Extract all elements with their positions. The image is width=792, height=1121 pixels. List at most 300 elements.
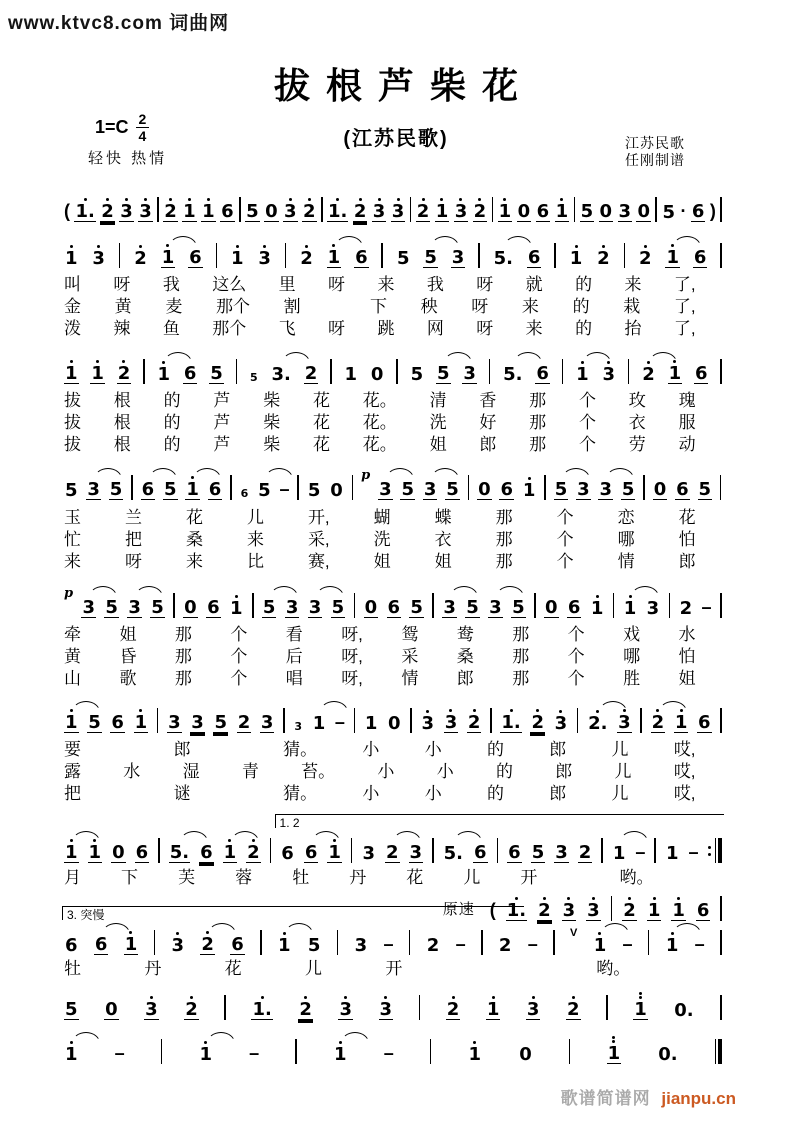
note-token: [208, 480, 223, 500]
barline: [260, 930, 262, 955]
note-token: [86, 480, 101, 500]
note-token: [596, 245, 611, 268]
note-token: [694, 364, 709, 384]
note-number: 2: [386, 842, 399, 863]
note-number: 1.: [252, 999, 272, 1020]
lyric-syllable: 谜: [173, 784, 191, 803]
lyric-syllable: 服: [678, 413, 696, 432]
note-token: [141, 480, 156, 500]
note-token: [280, 844, 295, 863]
note-number: 1: [230, 248, 244, 269]
note-token: [668, 360, 683, 384]
note-number: 1: [666, 247, 679, 268]
note-number: 2: [566, 999, 580, 1020]
note-token: [617, 709, 632, 733]
note-token: [454, 198, 469, 222]
note-token: [91, 245, 106, 268]
note-token: [64, 839, 79, 863]
lyric-syllable: 儿: [246, 508, 264, 527]
note-number: 5.: [169, 842, 190, 863]
octave-dots: [639, 992, 642, 999]
note-token: [674, 709, 689, 733]
lyric-line: [64, 739, 696, 761]
note-token: [298, 996, 313, 1020]
note-number: 1: [666, 843, 679, 864]
note-number: 1.: [501, 712, 521, 733]
note-number: 5: [410, 364, 424, 385]
barline: [489, 359, 491, 384]
note-token: [312, 714, 327, 733]
note-token: [333, 1041, 348, 1064]
lyric-syllable: 网: [426, 319, 444, 338]
barline: [554, 243, 556, 268]
lyric-syllable: 个: [578, 413, 596, 432]
note-number: 1: [593, 935, 607, 956]
lyric-syllable: [466, 958, 468, 980]
lyric-syllable: 牡: [292, 868, 310, 887]
barline: [720, 995, 722, 1020]
note-number: 5: [401, 479, 414, 500]
note-number: 0: [388, 713, 401, 734]
note-number: 1: [327, 247, 341, 268]
note-number: 3: [554, 713, 568, 734]
lyric-syllable: 我: [162, 275, 180, 294]
lyric-syllable: 我: [426, 275, 444, 294]
music-line: [64, 350, 722, 384]
note-token: [260, 713, 275, 733]
note-token: [104, 598, 119, 618]
note-token: [578, 843, 593, 863]
note-token: [167, 713, 182, 733]
duration-dash: –: [334, 712, 345, 732]
lyric-syllable: 呀: [328, 275, 346, 294]
note-number: 6: [696, 900, 710, 921]
lyric-syllable: 情: [401, 669, 419, 688]
note-token: [580, 202, 595, 222]
lyric-syllable: 开: [520, 868, 538, 887]
note-token: [199, 1041, 214, 1064]
note-number: 1: [668, 363, 682, 384]
note-number: 5: [436, 363, 450, 384]
lyric-syllable: 花: [678, 508, 696, 527]
note-number: 0: [517, 201, 531, 222]
note-token: [444, 709, 459, 733]
barline: [252, 593, 254, 618]
note-number: 3: [423, 479, 437, 500]
lyric-syllable: 呀,: [341, 669, 363, 688]
lyric-line: [64, 761, 696, 783]
note-token: [283, 198, 298, 222]
lyric-syllable: [694, 867, 696, 889]
note-token: [400, 480, 415, 500]
credit-source: 江苏民歌: [625, 135, 685, 151]
note-token: [518, 1045, 533, 1064]
barline: [613, 593, 615, 618]
note-number: 5: [331, 597, 345, 618]
lyric-syllable: 哪: [617, 530, 635, 549]
note-number: 1: [124, 934, 138, 955]
note-token: [569, 245, 584, 268]
note-number: 1.: [75, 201, 95, 222]
lyric-syllable: 哎,: [673, 784, 696, 803]
lyric-syllable: 那个: [215, 297, 250, 316]
note-token: [500, 709, 521, 733]
note-token: [535, 364, 550, 384]
lyric-syllable: 清: [429, 391, 447, 410]
barline: [410, 708, 412, 733]
note-number: 3: [379, 999, 393, 1020]
note-number: 2.: [588, 713, 608, 734]
lyric-syllable: 把: [124, 530, 142, 549]
lyric-syllable: 来: [64, 552, 81, 571]
duration-dash: –: [249, 1043, 260, 1063]
note-token: [127, 598, 142, 618]
note-number: 6: [387, 597, 401, 618]
note-number: 1: [65, 248, 78, 269]
lyric-syllable: 后: [285, 647, 303, 666]
lyric-syllable: 呀,: [341, 625, 363, 644]
note-number: 2: [353, 201, 367, 222]
note-token: [135, 843, 150, 863]
note-token: [436, 364, 451, 384]
note-token: [647, 897, 662, 921]
note-number: 5.: [443, 843, 464, 864]
note-token: [575, 361, 590, 384]
note-number: 0: [370, 364, 384, 385]
note-number: 0: [184, 597, 197, 618]
note-token: [498, 936, 513, 955]
volta-label: 3. 突慢: [67, 908, 105, 922]
note-token: [64, 360, 79, 384]
note-token: [537, 897, 552, 921]
note-token: [100, 198, 115, 222]
lyric-syllable: 个: [556, 530, 574, 549]
barline: [157, 197, 159, 222]
lyric-syllable: 割: [283, 297, 301, 316]
barline: [577, 708, 579, 733]
note-number: 6: [536, 201, 550, 222]
note-number: 3: [354, 935, 368, 956]
note-token: [169, 843, 190, 863]
lyric-syllable: 小: [362, 740, 380, 759]
note-token: [64, 245, 79, 268]
note-token: [64, 936, 79, 955]
note-token: [636, 202, 651, 222]
lyric-syllable: 山: [64, 669, 81, 688]
note-token: [633, 992, 648, 1020]
lyric-group: [64, 390, 722, 456]
lyric-syllable: 哟。: [596, 959, 631, 978]
site-url: jianpu.cn: [661, 1089, 736, 1108]
repeat-barline: [708, 838, 722, 863]
lyric-syllable: 郎: [173, 740, 191, 759]
music-line: [64, 986, 722, 1020]
lyric-syllable: 洗: [373, 530, 391, 549]
note-token: [161, 244, 176, 268]
time-signature-denominator: 4: [138, 128, 147, 144]
note-token: [507, 843, 522, 863]
lyric-syllable: 栽: [623, 297, 641, 316]
lyric-syllable: 个: [230, 625, 248, 644]
note-number: 1: [328, 842, 341, 863]
note-token: [385, 843, 400, 863]
note-token: [612, 844, 627, 863]
note-token: [651, 709, 666, 733]
lyric-syllable: 怕: [678, 530, 696, 549]
note-token: [526, 996, 541, 1020]
note-number: 3: [618, 201, 632, 222]
note-token: [696, 901, 711, 921]
lyric-syllable: 恋: [617, 508, 635, 527]
lyric-syllable: 丹: [349, 868, 367, 887]
note-number: 5: [621, 479, 635, 500]
note-token: [587, 710, 608, 733]
lyric-syllable: 黄: [64, 647, 81, 666]
note-number: 2: [473, 201, 487, 222]
note-number: 3: [82, 597, 96, 618]
lyric-line: [64, 646, 696, 668]
note-number: 3: [599, 479, 613, 500]
note-number: 3: [421, 713, 435, 734]
note-token: [698, 480, 713, 500]
note-number: 0: [478, 479, 491, 500]
note-number: 6: [691, 201, 705, 222]
note-token: [200, 931, 215, 955]
lyric-syllable: 来: [525, 319, 543, 338]
lyric-group: [64, 624, 722, 690]
note-number: 5: [151, 597, 164, 618]
barline: [295, 1039, 297, 1064]
note-number: 3: [587, 900, 600, 921]
note-token: [646, 599, 661, 618]
note-token: [423, 248, 438, 268]
note-number: 2: [117, 363, 131, 384]
note-token: [109, 480, 124, 500]
note-number: 1: [674, 712, 688, 733]
note-token: [517, 202, 532, 222]
note-token: [576, 480, 591, 500]
note-token: [665, 932, 680, 955]
barline: [669, 593, 671, 618]
note-number: 1: [312, 713, 326, 734]
note-token: [308, 598, 323, 618]
duration-dash: –: [688, 842, 699, 862]
note-number: 3: [362, 843, 375, 864]
note-number: 5: [466, 597, 479, 618]
note-number: 2: [639, 248, 652, 269]
note-token: [621, 480, 636, 500]
note-number: 5: [307, 480, 321, 501]
note-token: [378, 480, 393, 500]
lyric-syllable: 了,: [673, 319, 696, 338]
note-token: [607, 1036, 622, 1064]
note-number: 3: [284, 201, 297, 222]
note-number: 0: [599, 201, 613, 222]
lyric-syllable: 花。: [362, 391, 397, 410]
note-number: 6: [208, 479, 222, 500]
lyric-syllable: 猜。: [283, 740, 318, 759]
note-number: 2: [303, 201, 316, 222]
note-token: [693, 248, 708, 268]
note-number: 3: [372, 201, 386, 222]
note-number: 3: [171, 935, 185, 956]
lyric-syllable: 了,: [673, 297, 696, 316]
lyric-syllable: 桑: [456, 647, 474, 666]
lyric-syllable: 个: [578, 435, 596, 454]
octave-dot: [612, 1036, 615, 1039]
note-number: 3: [409, 842, 423, 863]
lyric-syllable: 麦: [165, 297, 183, 316]
note-number: 1: [157, 364, 171, 385]
barline: [270, 838, 272, 863]
note-number: 1: [65, 1044, 78, 1065]
lyric-syllable: 郎: [549, 740, 567, 759]
note-number: 3: [191, 712, 204, 733]
lyric-syllable: 芦: [213, 391, 231, 410]
note-number: 3: [555, 842, 568, 863]
lyric-syllable: 个: [567, 625, 585, 644]
barline: [337, 930, 339, 955]
note-token: [473, 843, 488, 863]
note-token: [277, 932, 292, 955]
lyric-syllable: 那: [174, 669, 192, 688]
note-number: 3: [260, 712, 274, 733]
note-token: [90, 360, 105, 384]
music-line: [64, 188, 722, 222]
site-watermark-bottom: [561, 1084, 736, 1109]
lyric-syllable: 拔: [64, 391, 81, 410]
lyric-syllable: 鸳: [401, 625, 419, 644]
note-number: 3: [618, 712, 631, 733]
note-token: [119, 198, 134, 222]
barline: [720, 475, 722, 500]
lyric-syllable: 儿: [304, 959, 322, 978]
note-token: [182, 198, 197, 222]
barline: [606, 995, 608, 1020]
lyric-syllable: 劳: [628, 435, 646, 454]
note-number: 2: [201, 934, 214, 955]
lyric-syllable: 的: [163, 413, 181, 432]
barline: [628, 359, 630, 384]
note-token: [387, 598, 402, 618]
lyric-group: [64, 739, 722, 805]
note-number: 6: [200, 842, 213, 863]
lyric-syllable: 就: [525, 275, 543, 294]
note-token: [299, 245, 314, 268]
lyric-syllable: 姐: [429, 435, 447, 454]
note-number: 1: [202, 201, 215, 222]
lyric-syllable: 湿: [182, 762, 200, 781]
lyric-syllable: 来: [521, 297, 539, 316]
barline: [330, 359, 332, 384]
note-token: [264, 202, 279, 222]
note-number: 1: [134, 712, 148, 733]
note-number: 2: [247, 842, 260, 863]
volta-bracket: [62, 906, 524, 920]
duration-dash: –: [383, 934, 394, 954]
barline: [119, 243, 121, 268]
note-token: [338, 996, 353, 1020]
note-number: 3: [128, 597, 141, 618]
barline-thick: [718, 1039, 722, 1064]
lyric-syllable: 泼: [64, 319, 81, 338]
key-label: 1=C: [95, 117, 129, 137]
note-token: [593, 932, 608, 955]
lyric-syllable: 丹: [144, 959, 162, 978]
barline: [239, 197, 241, 222]
barline: [230, 475, 232, 500]
credits: [625, 135, 685, 169]
note-number: 6: [500, 479, 513, 500]
barline: [224, 995, 226, 1020]
note-token: [544, 598, 559, 618]
note-token: [493, 249, 514, 268]
note-token: [477, 480, 492, 500]
lyric-syllable: 郎: [479, 435, 497, 454]
note-token: [213, 713, 228, 733]
note-number: 1: [183, 201, 196, 222]
note-number: 3: [258, 248, 271, 269]
note-token: [183, 598, 198, 618]
note-number: 1: [161, 247, 175, 268]
paren: (: [489, 900, 496, 920]
lyric-syllable: 个: [578, 391, 596, 410]
note-token: [498, 198, 513, 222]
note-token: [257, 245, 272, 268]
note-token: [249, 372, 259, 384]
note-token: [590, 595, 605, 618]
note-token: [661, 203, 676, 222]
note-number: 3: [646, 598, 660, 619]
note-number: 6: [694, 363, 708, 384]
note-number: 2: [498, 935, 512, 956]
note-token: [64, 1041, 79, 1064]
lyric-syllable: 根: [113, 391, 131, 410]
note-token: [586, 897, 601, 921]
lyric-syllable: 那: [495, 508, 513, 527]
barline: [720, 930, 722, 955]
note-token: [353, 198, 368, 222]
note-number: 0: [519, 1044, 532, 1065]
note-number: 1.: [328, 201, 348, 222]
lyric-syllable: 哟。: [619, 868, 654, 887]
barline: [490, 708, 492, 733]
barline: [643, 475, 645, 500]
note-number: 5: [214, 712, 228, 733]
note-token: [618, 202, 633, 222]
note-number: 5: [65, 480, 78, 501]
note-token: [426, 936, 441, 955]
lyric-syllable: 郎: [555, 762, 573, 781]
note-token: [185, 476, 200, 500]
note-number: 6: [135, 842, 149, 863]
lyric-syllable: [531, 958, 533, 980]
note-number: 5: [65, 999, 78, 1020]
barline: [157, 708, 159, 733]
note-number: 2: [597, 248, 610, 269]
lyric-syllable: 牡: [64, 959, 81, 978]
lyric-syllable: 的: [163, 435, 181, 454]
barline: [562, 359, 564, 384]
lyric-syllable: 的: [495, 762, 513, 781]
note-token: [435, 198, 450, 222]
lyric-syllable: 那: [495, 530, 513, 549]
note-token: [665, 844, 680, 863]
lyric-syllable: 根: [113, 435, 131, 454]
note-number: 5: [246, 201, 259, 222]
note-number: 6: [355, 247, 368, 268]
volta-label: 1. 2: [279, 816, 300, 830]
